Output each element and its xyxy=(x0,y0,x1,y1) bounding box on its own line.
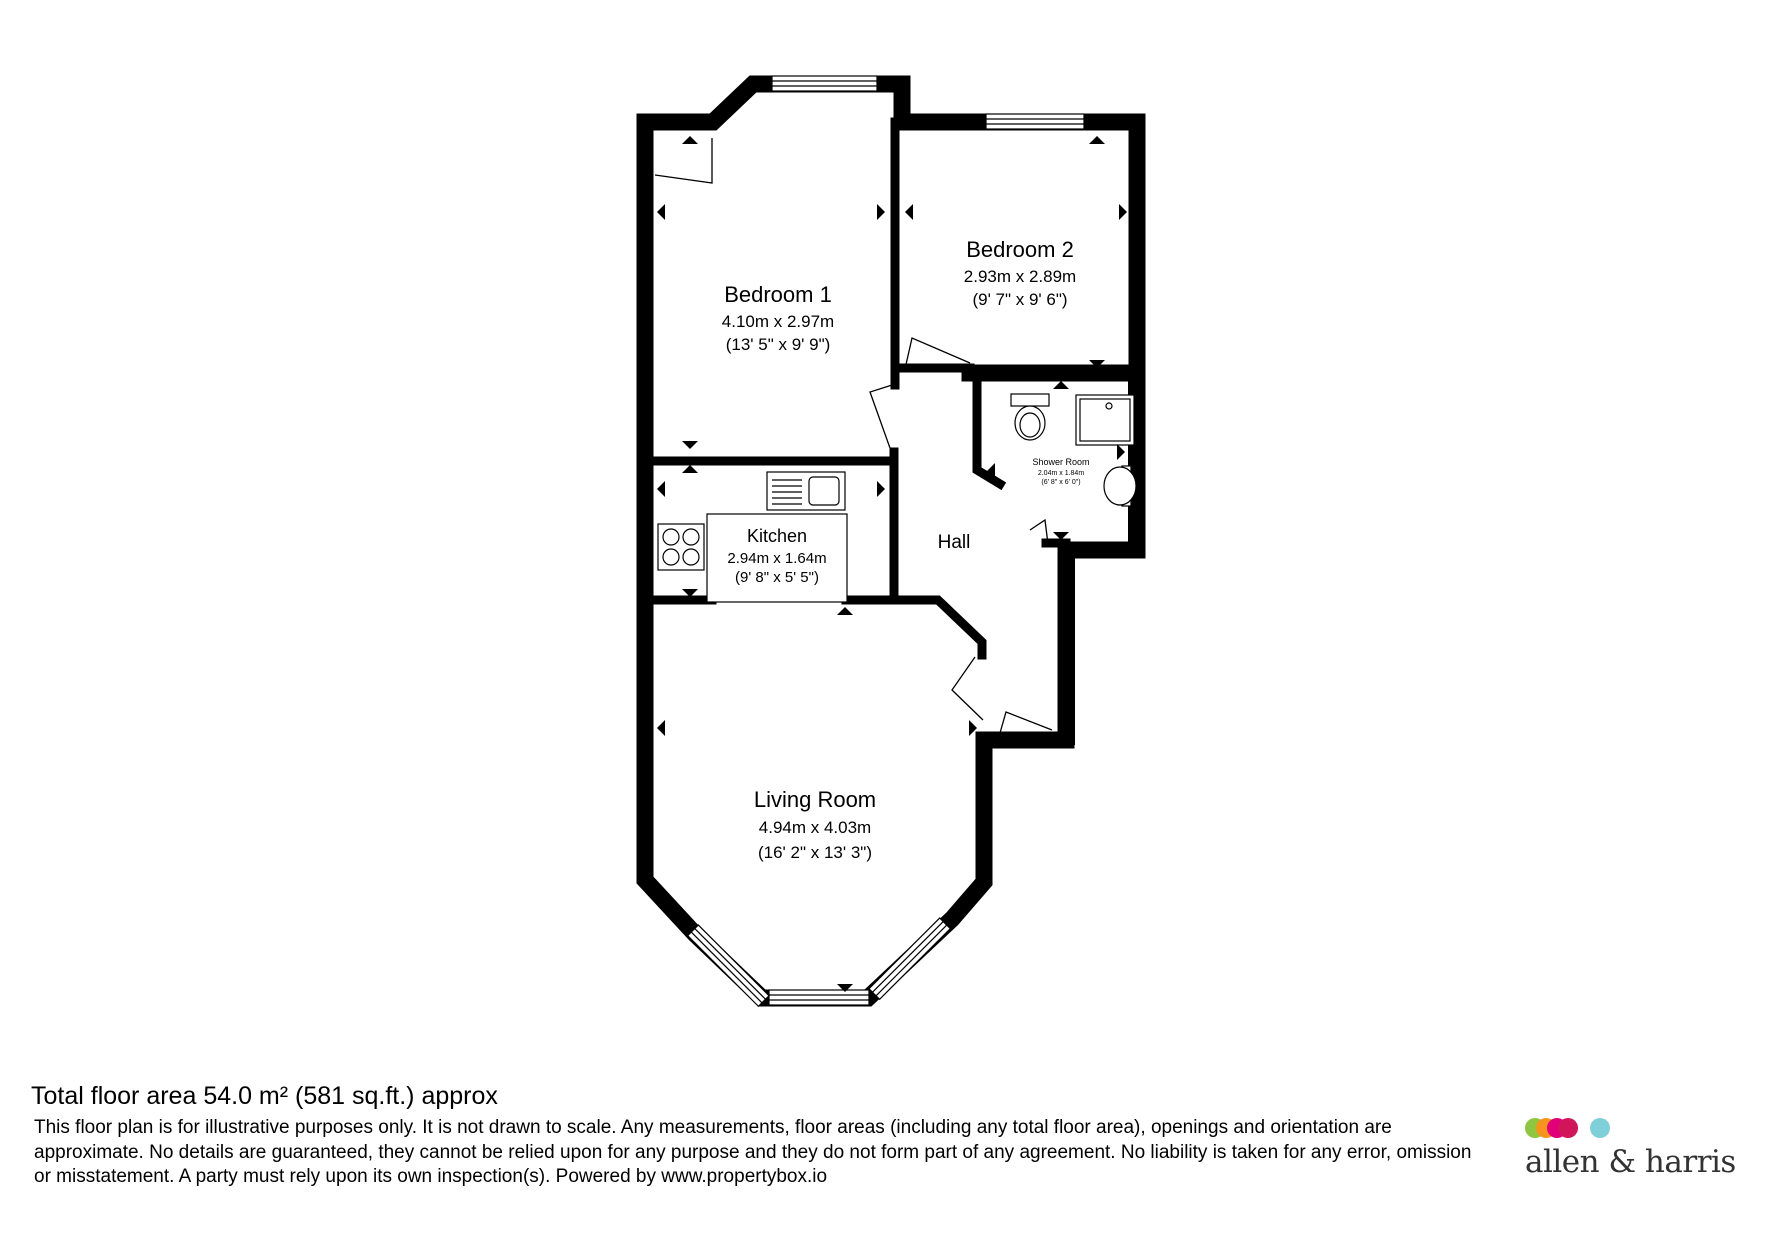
toilet xyxy=(1011,394,1049,440)
total-floor-area: Total floor area 54.0 m² (581 sq.ft.) approx xyxy=(31,1082,498,1110)
bedroom1-imperial: (13' 5" x 9' 9") xyxy=(725,335,831,354)
disclaimer-text: This floor plan is for illustrative purposes only. It is not drawn to scale. Any measurements, floor areas (including any total floor area), openings and orientation are approximate. No details are guaranteed, they cannot be relied upon for any purpose and they do not form part of any agreement. No liability is taken for any error, omission or misstatement. A party must rely upon its own inspection(s). Powered by www.propertybox.io xyxy=(34,1117,1472,1187)
living-name: Living Room xyxy=(753,787,877,812)
shower-name: Shower Room xyxy=(1032,457,1090,467)
window-bedroom1 xyxy=(772,76,877,91)
kitchen-name: Kitchen xyxy=(746,526,808,546)
living-imperial: (16' 2" x 13' 3") xyxy=(757,843,873,862)
window-living-right xyxy=(869,918,950,999)
wall-living-hall xyxy=(846,600,982,655)
kitchen-hob xyxy=(658,524,704,570)
door-bedroom1 xyxy=(870,385,892,448)
window-living-bottom xyxy=(769,990,869,1005)
logo-brand-name: allen & harris xyxy=(1525,1144,1736,1180)
bedroom2-name: Bedroom 2 xyxy=(966,237,1074,262)
logo-dot xyxy=(1558,1118,1578,1138)
bedroom1-metric: 4.10m x 2.97m xyxy=(721,312,835,331)
shower-imperial: (6' 8" x 6' 0") xyxy=(1041,479,1081,486)
shower-tray xyxy=(1076,395,1134,445)
door-living xyxy=(952,657,983,720)
doors xyxy=(655,138,1052,740)
bedroom2-metric: 2.93m x 2.89m xyxy=(963,267,1077,286)
agency-logo xyxy=(1525,1118,1736,1184)
wall-shower-hall xyxy=(977,378,1000,484)
hall-right-wall xyxy=(1058,550,1075,745)
bedroom2-imperial: (9' 7" x 9' 6") xyxy=(972,290,1068,309)
room-labels xyxy=(722,237,1090,862)
shower-metric: 2.04m x 1.84m xyxy=(1037,470,1085,477)
bedroom1-name: Bedroom 1 xyxy=(724,282,832,307)
window-bedroom2 xyxy=(986,114,1084,129)
hall-name: Hall xyxy=(937,532,971,553)
window-living-left xyxy=(688,925,769,1006)
kitchen-imperial: (9' 8" x 5' 5") xyxy=(735,569,819,586)
kitchen-sink xyxy=(767,472,845,510)
kitchen-metric: 2.94m x 1.64m xyxy=(727,550,827,567)
living-metric: 4.94m x 4.03m xyxy=(758,818,872,837)
door-bedroom1-wardrobe xyxy=(655,138,712,183)
basin xyxy=(1104,466,1136,506)
logo-dot xyxy=(1590,1118,1610,1138)
